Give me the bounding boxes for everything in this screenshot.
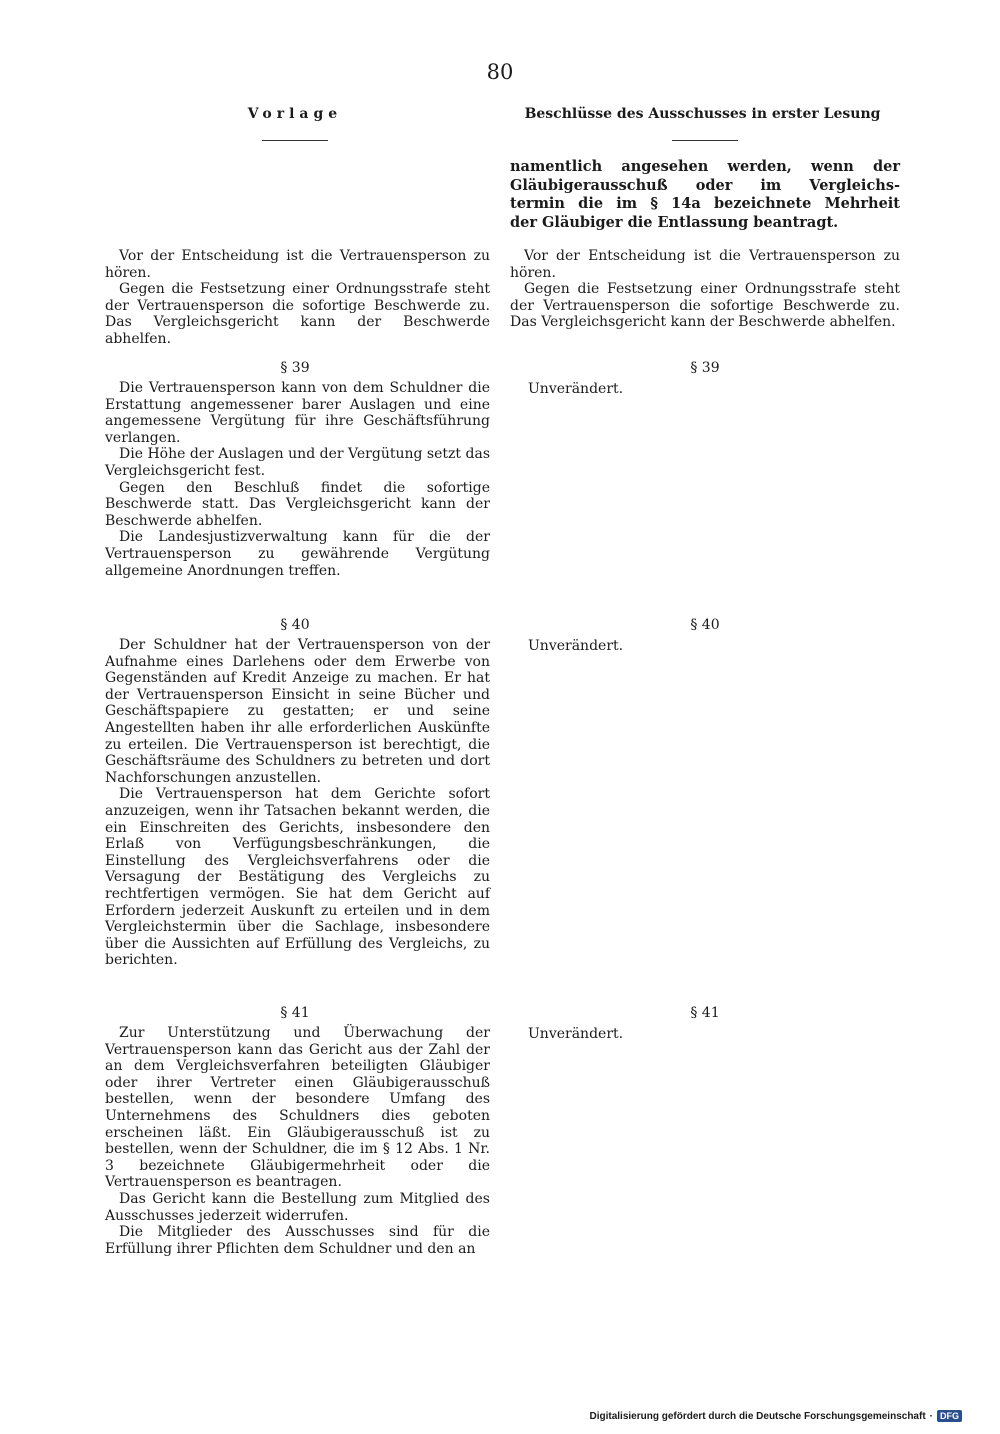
section-40-unchanged: Unverändert. (528, 638, 624, 654)
section-39-unchanged: Unverändert. (528, 381, 624, 397)
section-40-heading-right: § 40 (690, 617, 720, 633)
section-39-paragraph: Die Vertrauensperson kann von dem Schuldner die Erstattung angemessener barer Auslagen und eine angemessene Vergütung für ihre Geschäftsführung verlangen. (105, 380, 490, 446)
right-top-paragraph: Vor der Entscheidung ist die Vertrauensperson zu hören. (510, 248, 900, 281)
left-top-block (105, 248, 490, 348)
left-heading-rule (262, 140, 328, 141)
section-40-heading-left: § 40 (280, 617, 310, 633)
section-40-paragraph: Der Schuldner hat der Vertrauensperson von der Aufnahme eines Darlehens oder dem Erwerbe von Gegenständen auf Kredit Anzeige zu machen. Er hat der Vertrauensperson Einsicht in seine Bücher und Geschäftspapiere zu gestatten; er und seine Angestellten haben ihr alle erforderlichen Auskünfte zu erteilen. Die Vertrauensperson ist berechtigt, die Geschäftsräume des Schuldners zu betreten und dort Nachforschungen anzustellen. (105, 637, 490, 786)
right-top-paragraph: Gegen die Festsetzung einer Ordnungsstrafe steht der Vertrauensperson die sofortige Beschwerde zu. Das Vergleichsgericht kann der Beschwerde abhelfen. (510, 281, 900, 331)
section-41-paragraph: Die Mitglieder des Ausschusses sind für die Erfüllung ihrer Pflichten dem Schuldner und den an (105, 1224, 490, 1257)
right-heading-rule (672, 140, 738, 141)
section-41-heading-left: § 41 (280, 1005, 310, 1021)
section-40-left-text (105, 637, 490, 969)
right-top-block (510, 248, 900, 331)
section-41-heading-right: § 41 (690, 1005, 720, 1021)
left-top-paragraph: Gegen die Festsetzung einer Ordnungsstrafe steht der Vertrauensperson die sofortige Beschwerde zu. Das Vergleichsgericht kann der Beschwerde abhelfen. (105, 281, 490, 347)
right-intro-line: namentlich angesehen werden, wenn der (510, 158, 900, 175)
section-41-paragraph: Zur Unterstützung und Überwachung der Vertrauensperson kann das Gericht aus der Zahl der an dem Vergleichsverfahren beteiligten Gläubiger oder ihrer Vertreter einen Gläubigerausschuß bestellen, wenn der besondere Umfang des Unternehmens des Schuldners dies geboten erscheinen läßt. Ein Gläubigerausschuß ist zu bestellen, wenn der Schuldner, die im § 12 Abs. 1 Nr. 3 bezeichnete Gläubigermehrheit oder die Vertrauensperson es beantragen. (105, 1025, 490, 1191)
right-intro-line: Gläubigerausschuß oder im Vergleichs- (510, 176, 900, 194)
section-39-paragraph: Die Landesjustizverwaltung kann für die der Vertrauensperson zu gewährende Vergütung allgemeine Anordnungen treffen. (105, 529, 490, 579)
section-39-heading-left: § 39 (280, 360, 310, 376)
digitization-footer (589, 1410, 962, 1422)
section-39-heading-right: § 39 (690, 360, 720, 376)
right-column-heading: Beschlüsse des Ausschusses in erster Lesung (524, 106, 881, 122)
right-intro-bold (510, 158, 900, 232)
section-39-paragraph: Die Höhe der Auslagen und der Vergütung setzt das Vergleichsgericht fest. (105, 446, 490, 479)
footer-separator: · (929, 1410, 933, 1422)
section-41-left-text (105, 1025, 490, 1257)
right-intro-line: termin die im § 14a bezeichnete Mehrheit (510, 195, 900, 213)
left-column-heading: Vorlage (247, 106, 343, 122)
section-41-paragraph: Das Gericht kann die Bestellung zum Mitglied des Ausschusses jederzeit widerrufen. (105, 1190, 490, 1224)
page-number: 80 (486, 60, 514, 84)
section-39-left-text (105, 380, 490, 579)
left-top-paragraph: Vor der Entscheidung ist die Vertrauensperson zu hören. (105, 248, 490, 281)
right-intro-line: der Gläubiger die Entlassung beantragt. (510, 213, 839, 231)
section-41-unchanged: Unverändert. (528, 1026, 624, 1042)
dfg-logo: DFG (937, 1410, 962, 1422)
footer-text: Digitalisierung gefördert durch die Deutsche Forschungsgemeinschaft (589, 1410, 926, 1422)
section-39-paragraph: Gegen den Beschluß findet die sofortige Beschwerde statt. Das Vergleichsgericht kann der Beschwerde abhelfen. (105, 479, 490, 529)
section-40-paragraph: Die Vertrauensperson hat dem Gerichte sofort anzuzeigen, wenn ihr Tatsachen bekannt werden, die ein Einschreiten des Gerichts, insbesondere den Erlaß von Verfügungsbeschränkungen, die Einstellung des Vergleichsverfahrens oder die Versagung der Bestätigung des Vergleichs zu rechtfertigen vermögen. Sie hat dem Gericht auf Erfordern jederzeit Auskunft zu erteilen und in dem Vergleichstermin über die Sachlage, insbesondere über die Aussichten auf Erfüllung des Vergleichs, zu berichten. (105, 786, 490, 969)
